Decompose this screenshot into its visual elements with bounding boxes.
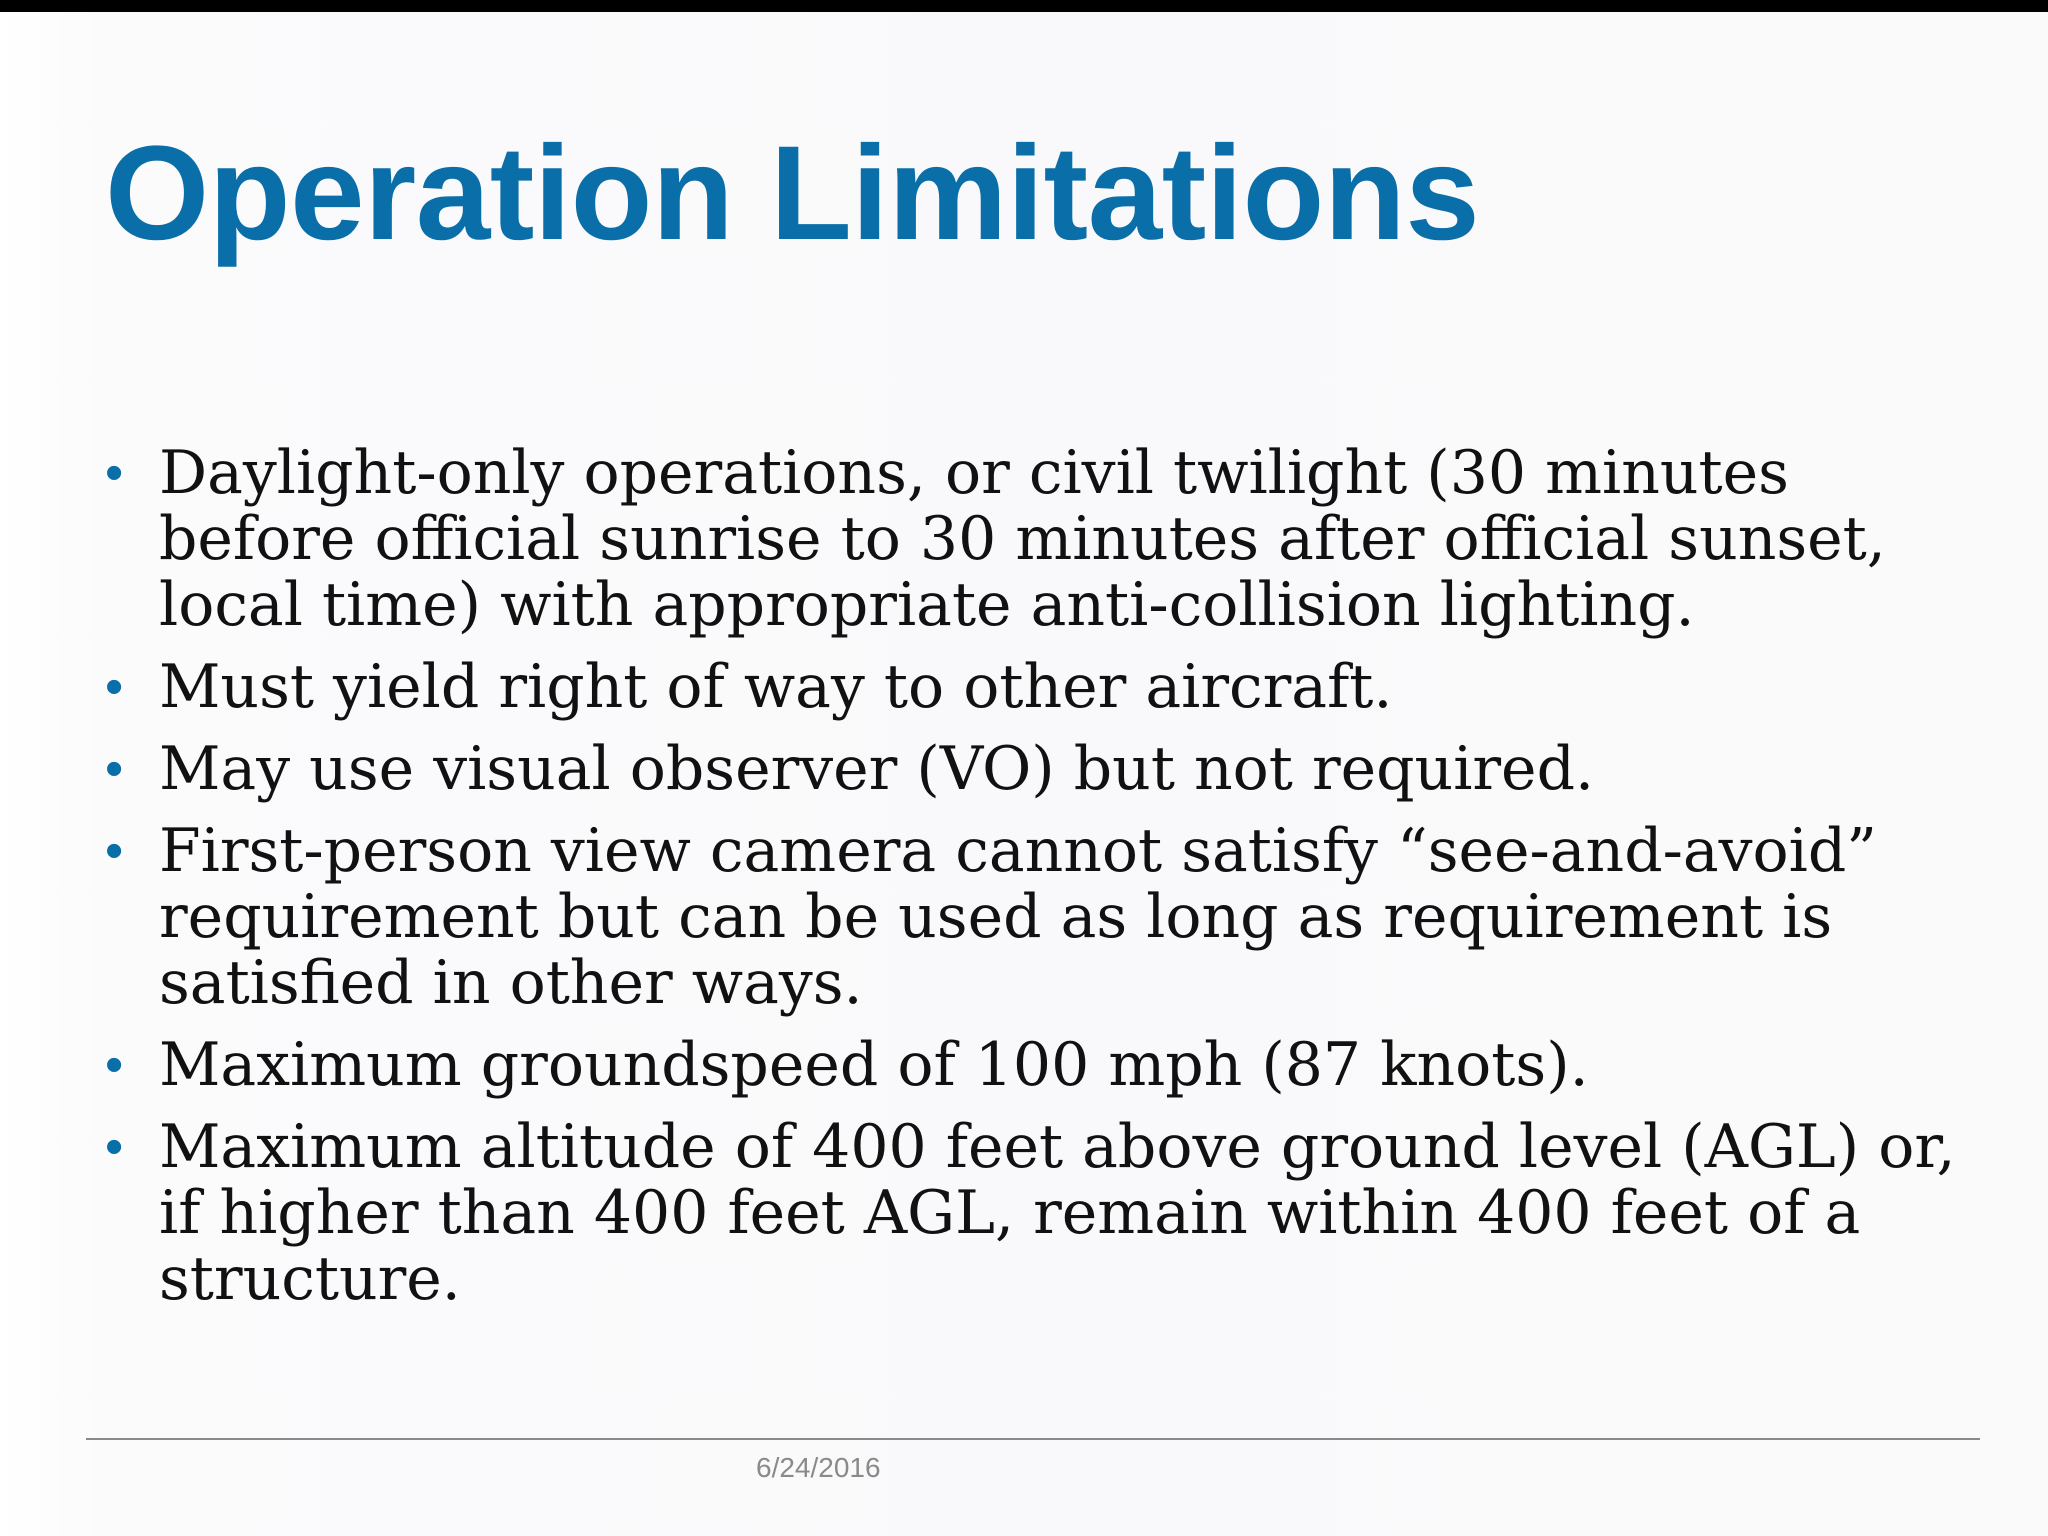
bullet-icon: • — [105, 444, 124, 502]
bullet-item — [105, 818, 1985, 1016]
bullet-item — [105, 1114, 1985, 1312]
bullet-text: May use visual observer (VO) but not required. — [159, 734, 1595, 804]
bullet-item — [105, 440, 1985, 638]
bullet-text: Must yield right of way to other aircraft. — [159, 652, 1393, 722]
bullet-icon: • — [105, 1118, 124, 1176]
bullet-item — [105, 654, 1985, 720]
footer-date: 6/24/2016 — [756, 1452, 881, 1483]
footer-divider — [86, 1438, 1980, 1440]
bullet-item — [105, 1032, 1985, 1098]
top-bar — [0, 0, 2048, 12]
bullet-icon: • — [105, 1036, 124, 1094]
bullet-text: Maximum groundspeed of 100 mph (87 knots). — [159, 1030, 1589, 1100]
bullet-text: First-person view camera cannot satisfy “see-and-avoid” requirement but can be used as long as requirement is satisfied in other ways. — [159, 816, 1877, 1018]
bullet-item — [105, 736, 1985, 802]
slide-title: Operation Limitations — [105, 119, 1480, 268]
bullet-icon: • — [105, 740, 124, 798]
bullet-text: Daylight-only operations, or civil twilight (30 minutes before official sunrise to 30 minutes after official sunset, local time) with appropriate anti-collision lighting. — [159, 438, 1886, 640]
bullet-icon: • — [105, 658, 124, 716]
bullet-text: Maximum altitude of 400 feet above ground level (AGL) or, if higher than 400 feet AGL, remain within 400 feet of a structure. — [159, 1112, 1956, 1314]
bullet-list — [105, 440, 1985, 1328]
bullet-icon: • — [105, 822, 124, 880]
